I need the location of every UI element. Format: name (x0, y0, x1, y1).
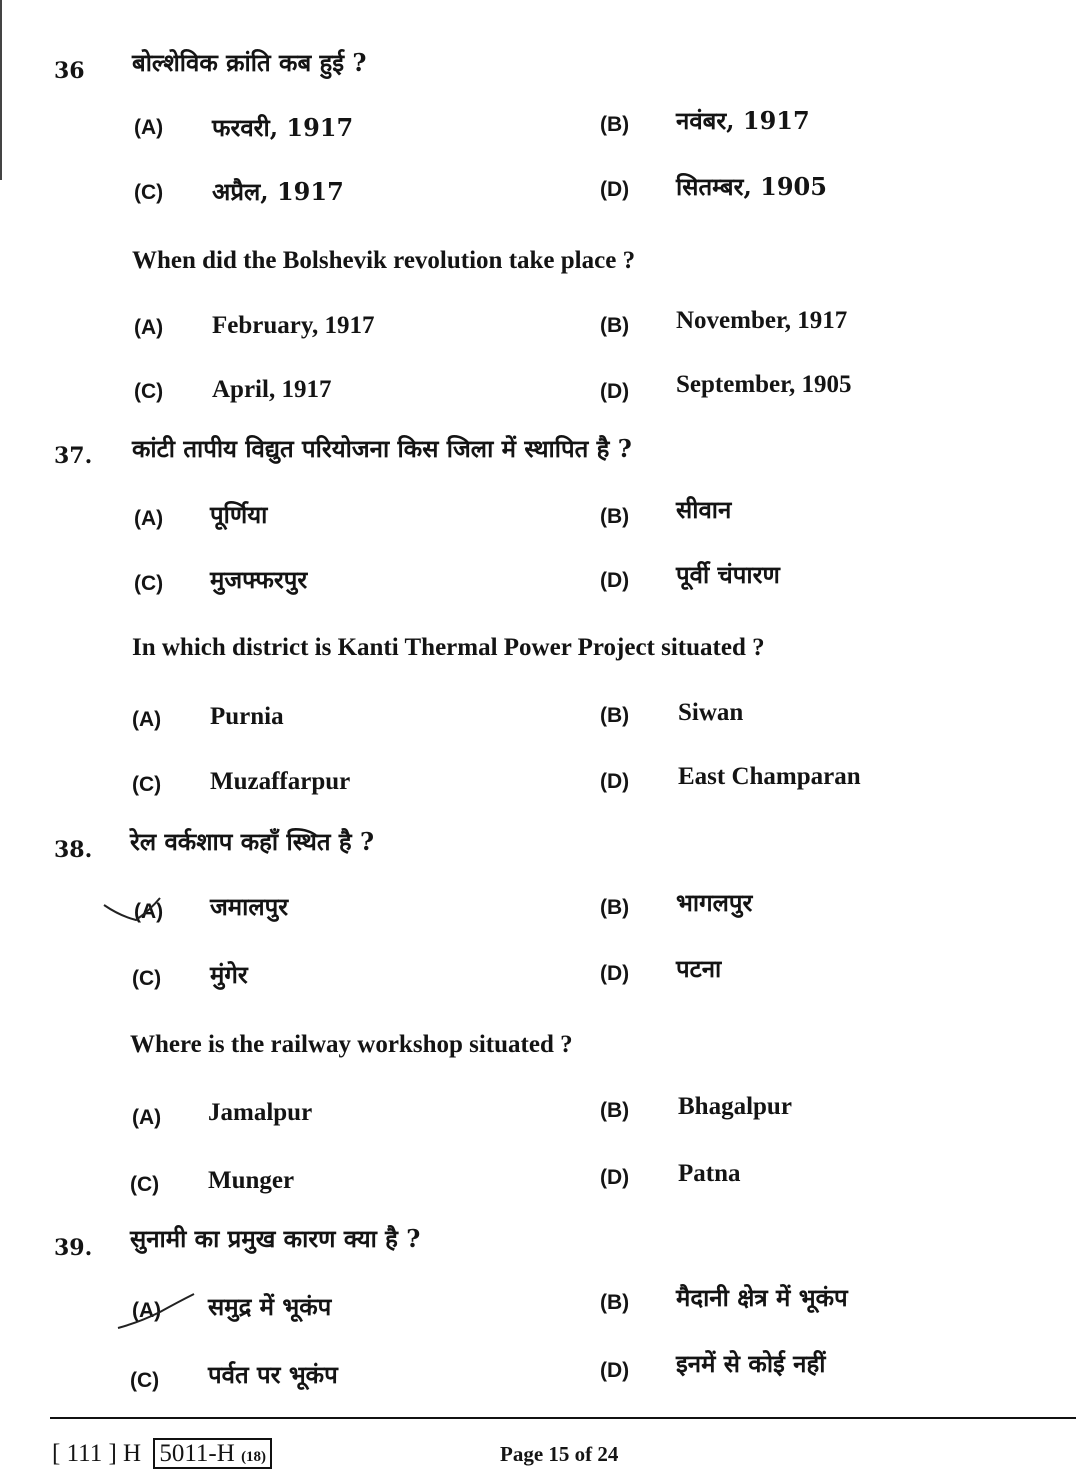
option-a: फरवरी, 1917 (212, 113, 354, 142)
option-label-c: (C) (134, 181, 164, 204)
option-label-c: (C) (130, 1173, 160, 1196)
option-d: इनमें से कोई नहीं (676, 1349, 826, 1378)
option-label-a: (A) (134, 116, 164, 139)
option-label-c: (C) (134, 572, 164, 595)
option-b: नवंबर, 1917 (676, 106, 810, 135)
option-d: September, 1905 (676, 371, 852, 398)
question-english: When did the Bolshevik revolution take place ? (132, 247, 636, 274)
option-c: Munger (208, 1167, 295, 1194)
option-c: पर्वत पर भूकंप (208, 1360, 338, 1389)
option-b: सीवान (676, 495, 732, 524)
question-english: In which district is Kanti Thermal Power Project situated ? (132, 634, 765, 661)
option-d: पटना (676, 954, 722, 983)
option-label-c: (C) (134, 380, 164, 403)
option-label-d: (D) (600, 178, 630, 201)
option-a: Purnia (210, 703, 284, 730)
option-b: भागलपुर (676, 888, 753, 917)
option-label-b: (B) (600, 1291, 630, 1314)
option-label-b: (B) (600, 704, 630, 727)
option-label-d: (D) (600, 1359, 630, 1382)
option-label-b: (B) (600, 314, 630, 337)
option-a: समुद्र में भूकंप (208, 1292, 332, 1321)
question-hindi: बोल्शेविक क्रांति कब हुई ? (132, 48, 367, 77)
option-label-d: (D) (600, 569, 630, 592)
option-label-b: (B) (600, 113, 630, 136)
option-label-d: (D) (600, 1166, 630, 1189)
option-b: Bhagalpur (678, 1093, 792, 1120)
page-number: Page 15 of 24 (500, 1442, 619, 1466)
question-english: Where is the railway workshop situated ? (130, 1031, 573, 1058)
option-label-d: (D) (600, 962, 630, 985)
question-hindi: सुनामी का प्रमुख कारण क्या है ? (130, 1224, 421, 1253)
footer-rule (50, 1417, 1076, 1419)
option-c: मुंगेर (210, 960, 248, 989)
option-label-c: (C) (132, 773, 162, 796)
option-a: Jamalpur (208, 1099, 313, 1126)
question-hindi: रेल वर्कशाप कहाँ स्थित है ? (130, 827, 375, 856)
paper-code-box (153, 1438, 272, 1469)
question-number: 39. (54, 1235, 93, 1261)
series-code: [ 111 ] H (52, 1440, 142, 1467)
option-label-d: (D) (600, 380, 630, 403)
option-c: Muzaffarpur (210, 768, 351, 795)
option-label-a: (A) (132, 708, 162, 731)
question-number: 36 (54, 58, 85, 84)
paper-code: 5011-H (159, 1440, 235, 1467)
page-edge (0, 0, 2, 180)
question-number: 38. (54, 837, 93, 863)
option-label-c: (C) (130, 1369, 160, 1392)
option-b: November, 1917 (676, 307, 848, 334)
option-label-a: (A) (134, 900, 164, 923)
option-label-b: (B) (600, 896, 630, 919)
option-label-a: (A) (134, 507, 164, 530)
option-a: पूर्णिया (210, 500, 268, 529)
option-label-b: (B) (600, 505, 630, 528)
option-label-a: (A) (132, 1106, 162, 1129)
footer-code (52, 1440, 272, 1468)
option-label-d: (D) (600, 770, 630, 793)
question-hindi: कांटी तापीय विद्युत परियोजना किस जिला में स्थापित है ? (132, 434, 632, 463)
option-a: February, 1917 (212, 312, 375, 339)
option-label-b: (B) (600, 1099, 630, 1122)
option-d: पूर्वी चंपारण (676, 560, 780, 589)
option-b: Siwan (678, 699, 744, 726)
option-c: April, 1917 (212, 376, 332, 403)
option-a: जमालपुर (210, 892, 289, 921)
option-b: मैदानी क्षेत्र में भूकंप (676, 1283, 848, 1312)
option-d: सितम्बर, 1905 (676, 172, 827, 201)
option-c: मुजफ्फरपुर (210, 565, 308, 594)
option-c: अप्रैल, 1917 (212, 177, 344, 206)
option-label-a: (A) (134, 316, 164, 339)
option-label-a: (A) (132, 1299, 162, 1322)
question-number: 37. (54, 443, 93, 469)
option-label-c: (C) (132, 967, 162, 990)
option-d: Patna (678, 1160, 741, 1187)
option-d: East Champaran (678, 763, 861, 790)
paper-code-suffix: (18) (241, 1449, 267, 1465)
